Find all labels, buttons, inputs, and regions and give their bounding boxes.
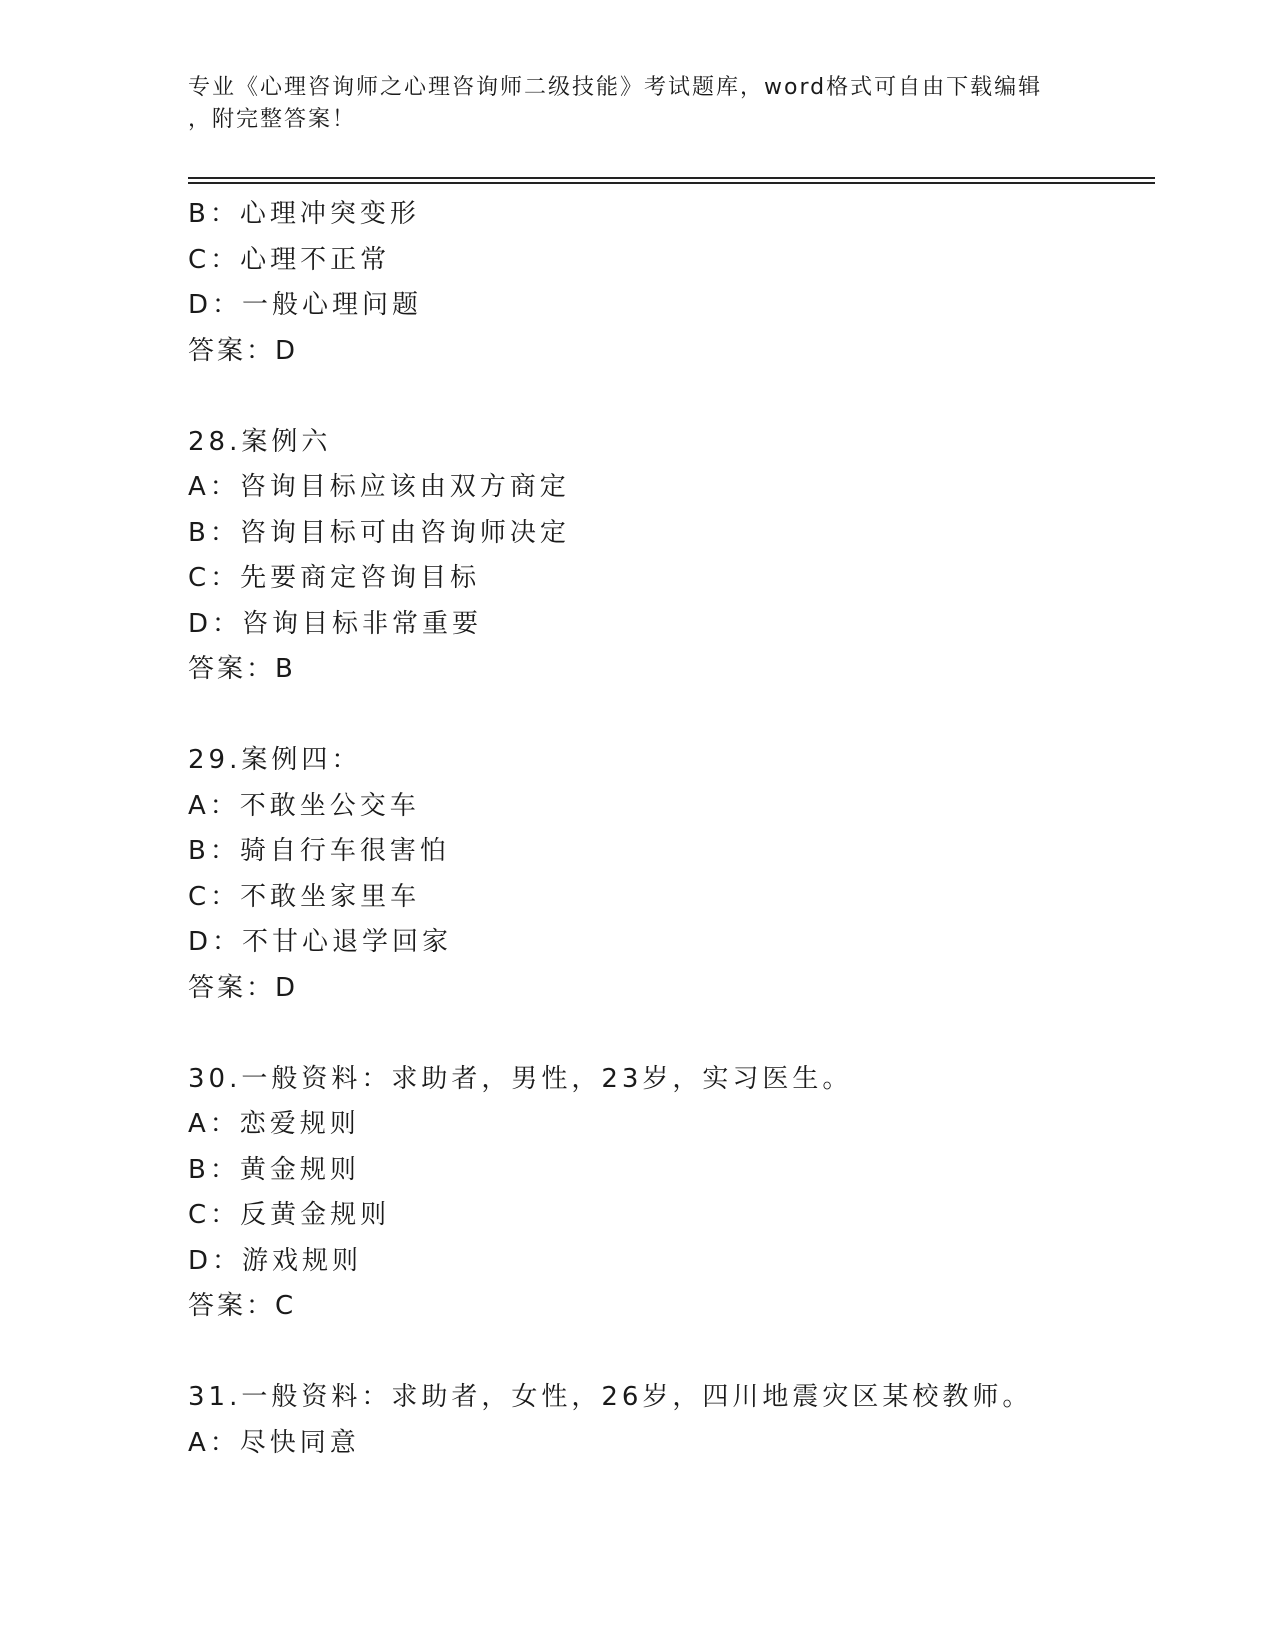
option-d: D：一般心理问题: [188, 290, 423, 320]
question-title: 28.案例六: [188, 426, 332, 457]
document-header: [188, 72, 1088, 136]
option-c: C：反黄金规则: [188, 1200, 391, 1230]
answer-line: 答案：B: [188, 654, 296, 684]
question-list: [188, 192, 1148, 1466]
answer-line: 答案：C: [188, 1291, 297, 1321]
option-b: B：心理冲突变形: [188, 199, 420, 229]
option-d: D：不甘心退学回家: [188, 927, 453, 957]
answer-line: 答案：D: [188, 972, 299, 1003]
option-a: A：尽快同意: [188, 1427, 360, 1458]
option-c: C：不敢坐家里车: [188, 881, 421, 912]
option-a: A：恋爱规则: [188, 1109, 360, 1139]
header-divider-top: [188, 177, 1155, 179]
option-d: D：咨询目标非常重要: [188, 608, 483, 639]
option-c: C：先要商定咨询目标: [188, 563, 481, 593]
option-b: B：骑自行车很害怕: [188, 836, 450, 866]
header-line-1: 专业《心理咨询师之心理咨询师二级技能》考试题库，word格式可自由下载编辑: [188, 75, 1043, 100]
option-d: D：游戏规则: [188, 1245, 363, 1276]
spacer: [188, 374, 1148, 420]
header-line-2: ，附完整答案！: [188, 107, 357, 132]
spacer: [188, 693, 1148, 739]
option-a: A：不敢坐公交车: [188, 790, 420, 821]
header-divider-bottom: [188, 182, 1155, 184]
option-c: C：心理不正常: [188, 244, 391, 275]
spacer: [188, 1011, 1148, 1057]
answer-line: 答案：D: [188, 335, 299, 366]
question-title: 31.一般资料：求助者，女性，26岁，四川地震灾区某校教师。: [188, 1382, 1033, 1412]
question-title: 30.一般资料：求助者，男性，23岁，实习医生。: [188, 1063, 853, 1094]
question-title: 29.案例四：: [188, 745, 362, 775]
option-b: B：咨询目标可由咨询师决定: [188, 517, 570, 548]
option-b: B：黄金规则: [188, 1154, 360, 1185]
option-a: A：咨询目标应该由双方商定: [188, 472, 570, 502]
spacer: [188, 1330, 1148, 1376]
